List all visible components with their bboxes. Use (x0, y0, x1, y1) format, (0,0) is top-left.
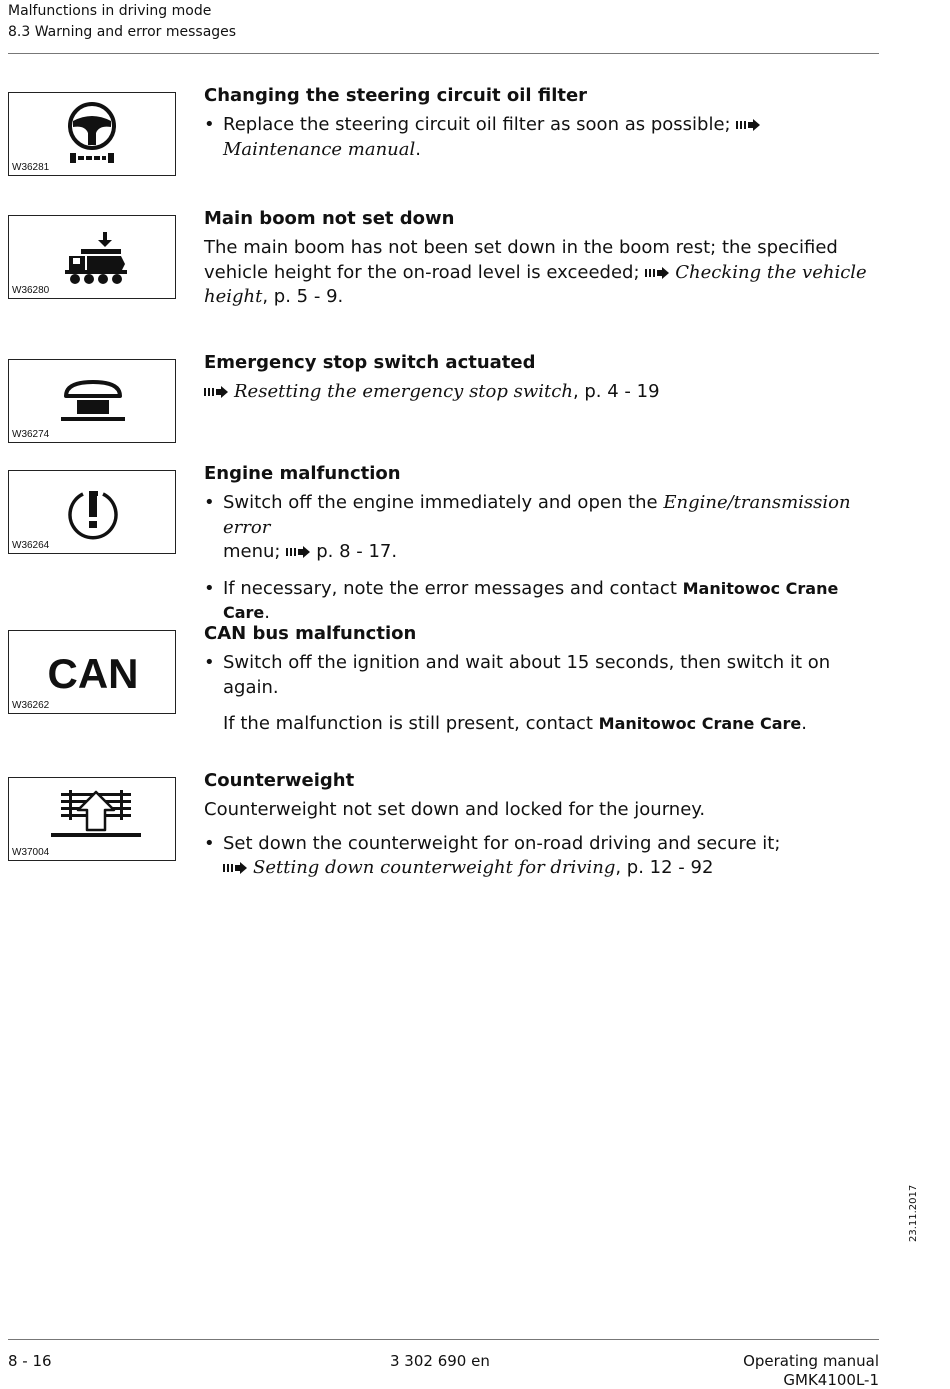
reference-arrow-icon (204, 386, 230, 398)
revision-date: 23.11.2017 (908, 1184, 919, 1242)
section-can-bus (204, 623, 884, 737)
figure-code: W36281 (12, 162, 50, 173)
cross-reference-link[interactable]: Maintenance manual (223, 138, 416, 160)
section-text: Counterweight not set down and locked for the journey. (204, 799, 706, 820)
section-main-boom (204, 208, 884, 310)
bullet-item: • Switch off the engine immediately and open the Engine/transmission error menu; p. 8 - 17. (204, 492, 851, 562)
section-heading: Emergency stop switch actuated (204, 352, 536, 373)
bullet-item: • If necessary, note the error messages and contact Manitowoc Crane Care. (204, 577, 839, 623)
manual-title: Operating manual (743, 1352, 879, 1370)
figure-code: W36280 (12, 285, 50, 296)
icon-box-counterweight (8, 777, 176, 861)
icon-box-emergency-stop (8, 359, 176, 443)
figure-code: W36264 (12, 540, 50, 551)
icon-box-can (8, 630, 176, 714)
chapter-title: Malfunctions in driving mode (8, 3, 212, 19)
section-steering-filter (204, 85, 884, 162)
section-text: The main boom has not been set down in the boom rest; the specified vehicle height for the on-road level is exceeded; Checking the vehicle height, p. 5 - 9. (204, 237, 867, 307)
figure-code: W36262 (12, 700, 50, 711)
section-heading: CAN bus malfunction (204, 623, 417, 644)
section-heading: Engine malfunction (204, 463, 401, 484)
cross-reference-link[interactable]: Checking the vehicle height (204, 261, 867, 307)
reference-arrow-icon (286, 546, 312, 558)
brand-name: Manitowoc Crane Care (598, 714, 802, 733)
reference-arrow-icon (645, 267, 671, 279)
icon-box-steering (8, 92, 176, 176)
document-number: 3 302 690 en (390, 1352, 490, 1370)
figure-code: W36274 (12, 429, 50, 440)
figure-code: W37004 (12, 847, 50, 858)
can-label: CAN (47, 650, 139, 697)
section-heading: Main boom not set down (204, 208, 455, 229)
bullet-item: • Switch off the ignition and wait about 15 seconds, then switch it on again. (204, 652, 831, 698)
section-title: 8.3 Warning and error messages (8, 24, 237, 40)
header-divider (8, 53, 879, 54)
section-heading: Counterweight (204, 770, 355, 791)
cross-reference-link[interactable]: Setting down counterweight for driving (253, 857, 616, 878)
bullet-item: • Replace the steering circuit oil filter as soon as possible; Maintenance manual. (204, 113, 884, 162)
bullet-item: • Set down the counterweight for on-road driving and secure it; Setting down counterweight for driving, p. 12 - 92 (204, 832, 781, 878)
section-text: Resetting the emergency stop switch, p. 4 - 19 (204, 380, 884, 405)
section-engine-malfunction (204, 463, 884, 626)
section-emergency-stop (204, 352, 884, 405)
section-text: If the malfunction is still present, contact Manitowoc Crane Care. (223, 713, 807, 734)
brand-name: Manitowoc Crane Care (223, 578, 839, 622)
icon-box-engine (8, 470, 176, 554)
section-heading: Changing the steering circuit oil filter (204, 85, 588, 106)
footer-divider (8, 1339, 879, 1340)
model-name: GMK4100L-1 (783, 1371, 879, 1389)
reference-arrow-icon (223, 862, 249, 874)
icon-box-boom (8, 215, 176, 299)
cross-reference-link[interactable]: Resetting the emergency stop switch (234, 381, 573, 402)
page-number: 8 - 16 (8, 1352, 52, 1370)
section-counterweight (204, 770, 884, 881)
cross-reference-link[interactable]: Engine/transmission error (223, 492, 851, 538)
reference-arrow-icon (736, 119, 762, 131)
